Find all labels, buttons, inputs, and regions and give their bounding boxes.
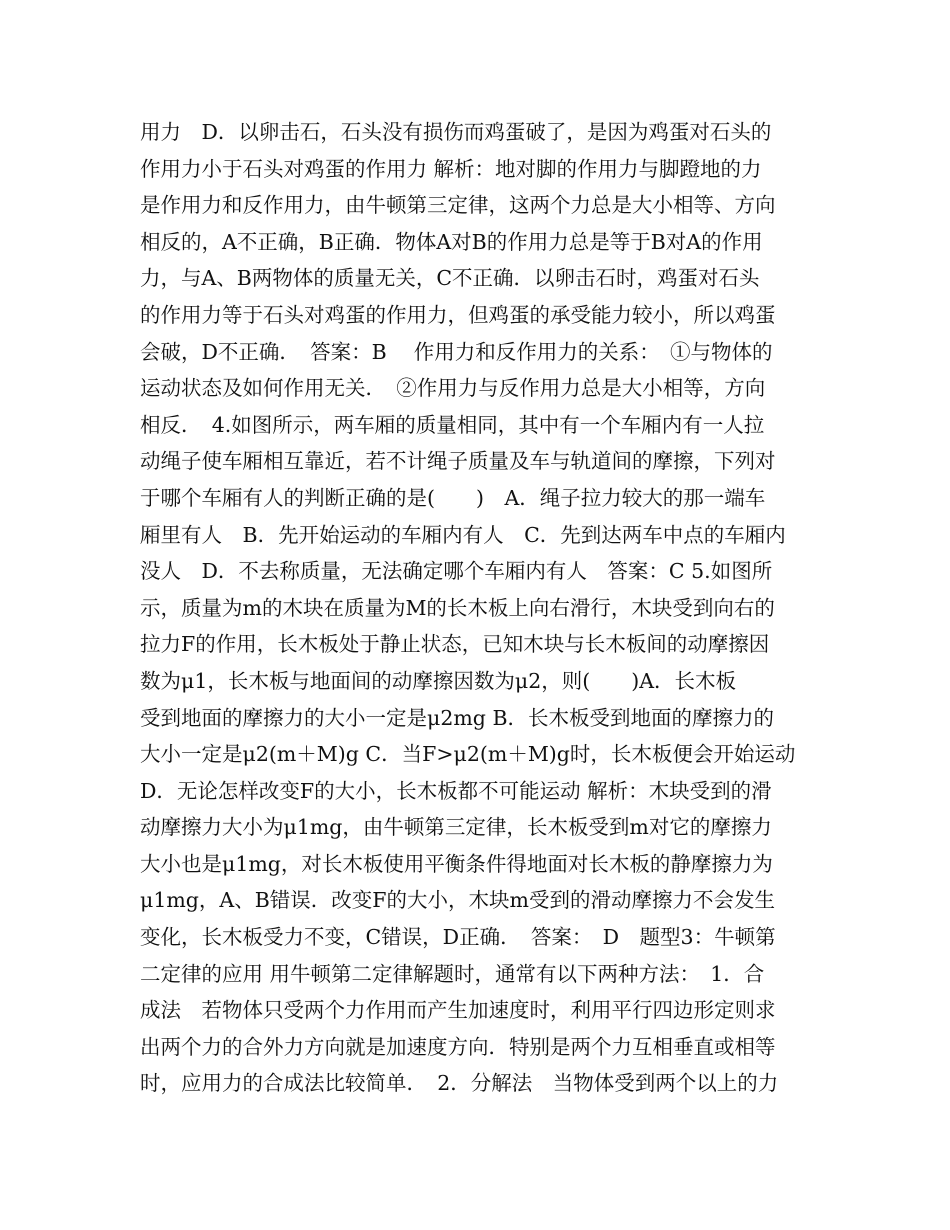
text-line-1: 用力 D．以卵击石，石头没有损伤而鸡蛋破了，是因为鸡蛋对石头的 xyxy=(140,120,772,144)
text-line-24: 二定律的应用 用牛顿第二定律解题时，通常有以下两种方法： 1．合 xyxy=(140,961,765,986)
text-line-4: 相反的，A不正确，B正确．物体A对B的作用力总是等于B对A的作用 xyxy=(140,229,763,254)
body-text xyxy=(140,114,820,1102)
text-line-8: 运动状态及如何作用无关． ②作用力与反作用力总是大小相等，方向 xyxy=(140,376,766,401)
text-line-18: 大小一定是μ2(m＋M)g C．当F>μ2(m＋M)g时，长木板便会开始运动 xyxy=(140,742,796,767)
text-line-16: 数为μ1，长木板与地面间的动摩擦因数为μ2，则( )A．长木板 xyxy=(140,668,737,693)
text-line-11: 于哪个车厢有人的判断正确的是( ) A．绳子拉力较大的那一端车 xyxy=(140,485,766,510)
text-line-20: 动摩擦力大小为μ1mg，由牛顿第三定律，长木板受到m对它的摩擦力 xyxy=(140,815,772,840)
text-line-19: D．无论怎样改变F的大小，长木板都不可能运动 解析：木块受到的滑 xyxy=(140,778,772,803)
text-line-21: 大小也是μ1mg，对长木板使用平衡条件得地面对长木板的静摩擦力为 xyxy=(140,851,773,876)
text-line-3: 是作用力和反作用力，由牛顿第三定律，这两个力总是大小相等、方向 xyxy=(140,193,776,218)
text-line-17: 受到地面的摩擦力的大小一定是μ2mg B．长木板受到地面的摩擦力的 xyxy=(140,705,775,730)
text-line-27: 时，应用力的合成法比较简单． 2．分解法 当物体受到两个以上的力 xyxy=(140,1071,779,1096)
text-line-2: 作用力小于石头对鸡蛋的作用力 解析：地对脚的作用力与脚蹬地的力 xyxy=(140,156,762,181)
text-line-23: 变化，长木板受力不变，C错误，D正确． 答案： D 题型3：牛顿第 xyxy=(140,925,776,950)
text-line-6: 的作用力等于石头对鸡蛋的作用力，但鸡蛋的承受能力较小，所以鸡蛋 xyxy=(140,302,776,327)
text-line-12: 厢里有人 B．先开始运动的车厢内有人 C．先到达两车中点的车厢内 xyxy=(140,522,786,547)
text-line-25: 成法 若物体只受两个力作用而产生加速度时，利用平行四边形定则求 xyxy=(140,998,776,1023)
text-line-15: 拉力F的作用，长木板处于静止状态，已知木块与长木板间的动摩擦因 xyxy=(140,632,770,657)
text-line-13: 没人 D．不去称质量，无法确定哪个车厢内有人 答案：C 5.如图所 xyxy=(140,559,773,584)
text-line-10: 动绳子使车厢相互靠近，若不计绳子质量及车与轨道间的摩擦，下列对 xyxy=(140,449,776,474)
text-line-14: 示，质量为m的木块在质量为M的长木板上向右滑行，木块受到向右的 xyxy=(140,595,775,620)
text-line-26: 出两个力的合外力方向就是加速度方向．特别是两个力互相垂直或相等 xyxy=(140,1034,776,1059)
text-line-22: μ1mg，A、B错误．改变F的大小，木块m受到的滑动摩擦力不会发生 xyxy=(140,888,775,913)
text-line-9: 相反． 4.如图所示，两车厢的质量相同，其中有一个车厢内有一人拉 xyxy=(140,412,765,437)
text-line-5: 力，与A、B两物体的质量无关，C不正确．以卵击石时，鸡蛋对石头 xyxy=(140,266,760,291)
text-line-7: 会破，D不正确． 答案：B 作用力和反作用力的关系： ①与物体的 xyxy=(140,339,773,364)
